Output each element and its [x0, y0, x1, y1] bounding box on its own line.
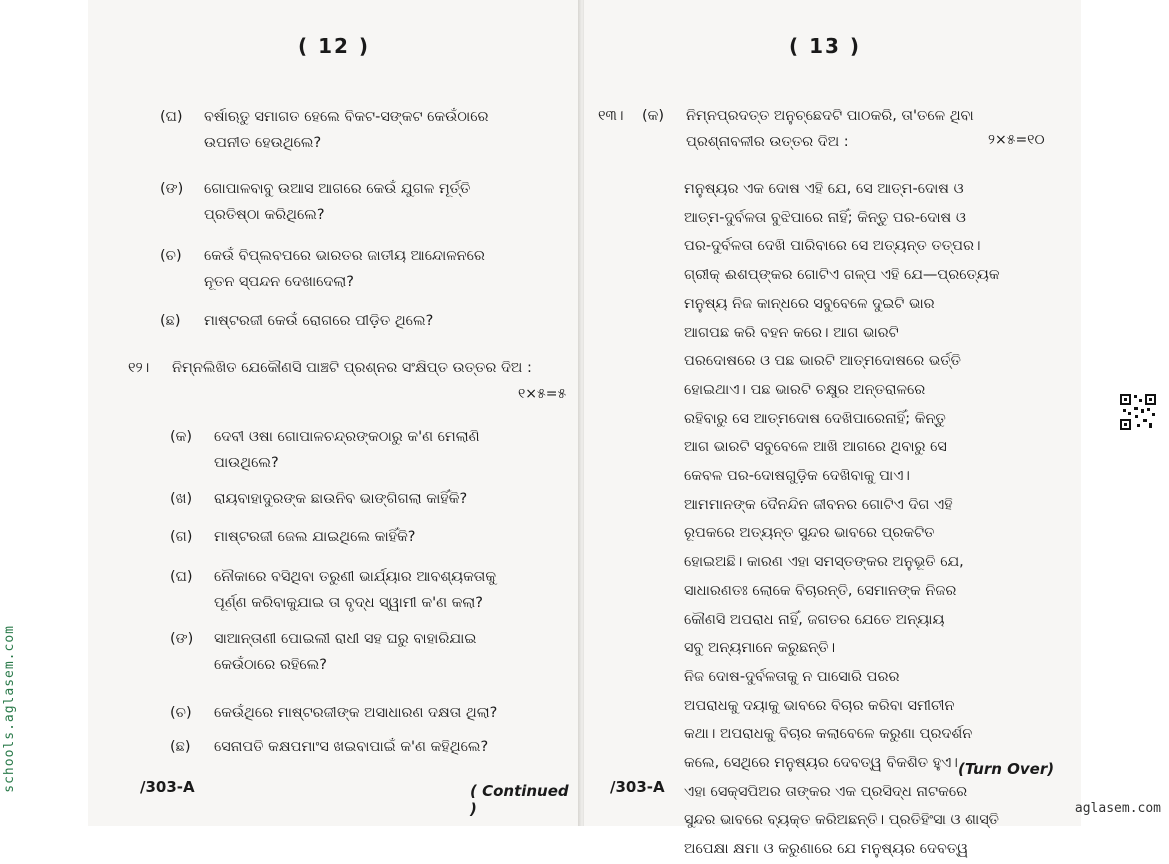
question-item: (ଙ) ଗୋପାଳବାବୁ ଉଆସ ଆଗରେ କେଉଁ ଯୁଗଳ ମୂର୍ତ୍ତି ପ୍ରତିଷ୍ଠା କରିଥିଲେ?	[160, 181, 471, 223]
question-12-marks: ୧×୫=୫	[518, 386, 567, 402]
question-item: (ଚ) କେଉଁ ବିପ୍ଲବପରେ ଭାରତର ଜାତୀୟ ଆନ୍ଦୋଳନରେ ନୂତନ ସ୍ପନ୍ଦନ ଦେଖାଦେଲା?	[160, 248, 485, 290]
sub-question-item: (ଗ) ମାଷ୍ଟରଜୀ ଜେଲ ଯାଇଥିଲେ କାହିଁକି?	[170, 529, 416, 545]
question-item: (ଛ) ମାଷ୍ଟରଜୀ କେଉଁ ରୋଗରେ ପୀଡ଼ିତ ଥିଲେ?	[160, 313, 434, 329]
right-page	[584, 0, 1081, 858]
turn-over-note: (Turn Over)	[958, 760, 1055, 778]
sub-question-item: (ଙ) ସାଆନ୍ତାଣୀ ପୋଇଲୀ ରାଧୀ ସହ ଘରୁ ବାହାରିଯାଇ କେଉଁଠାରେ ରହିଲେ?	[170, 631, 477, 673]
left-page	[88, 0, 580, 826]
passage: ମନୁଷ୍ୟର ଏକ ଦୋଷ ଏହି ଯେ, ସେ ଆତ୍ମ-ଦୋଷ ଓ ଆତ୍ମ-ଦୁର୍ବଳତା ବୁଝିପାରେ ନାହିଁ; କିନ୍ତୁ ପର-ଦୋଷ ଓ ପର-ଦୁର୍ବଳତା ଦେଖି ପାରିବାରେ ସେ ଅତ୍ୟନ୍ତ ତତ୍ପର। ଗ୍ରୀକ୍ ଈଶପ୍‌ଙ୍କର ଗୋଟିଏ ଗଳ୍ପ ଏହି ଯେ—ପ୍ରତ୍ୟେକ ମନୁଷ୍ୟ ନିଜ କାନ୍ଧରେ ସବୁବେଳେ ଦୁଇଟି ଭାର ଆଗପଛ କରି ବହନ କରେ। ଆଗ ଭାରଟି ପରଦୋଷରେ ଓ ପଛ ଭାରଟି ଆତ୍ମଦୋଷରେ ଭର୍ତ୍ତି ହୋଇଥାଏ। ପଛ ଭାରଟି ଚକ୍ଷୁର ଅନ୍ତରାଳରେ ରହିବାରୁ ସେ ଆତ୍ମଦୋଷ ଦେଖିପାରେନାହିଁ; କିନ୍ତୁ ଆଗ ଭାରଟି ସବୁବେଳେ ଆଖି ଆଗରେ ଥିବାରୁ ସେ କେବଳ ପର-ଦୋଷଗୁଡ଼ିକ ଦେଖିବାକୁ ପାଏ। ଆମମାନଙ୍କ ଦୈନନ୍ଦିନ ଜୀବନର ଗୋଟିଏ ଦିଗ ଏହି ରୂପକରେ ଅତ୍ୟନ୍ତ ସୁନ୍ଦର ଭାବରେ ପ୍ରକଟିତ ହୋଇଅଛି। କାରଣ ଏହା ସମସ୍ତଙ୍କର ଅନୁଭୂତି ଯେ, ସାଧାରଣତଃ ଲୋକେ ବିଚାରନ୍ତି, ସେମାନଙ୍କ ନିଜର କୌଣସି ଅପରାଧ ନାହିଁ, ଜଗତର ଯେତେ ଅନ୍ୟାୟ ସବୁ ଅନ୍ୟମାନେ କରୁଛନ୍ତି। ନିଜ ଦୋଷ-ଦୁର୍ବଳତାକୁ ନ ପାସୋରି ପରର ଅପରାଧକୁ ଦୟାକୁ ଭାବରେ ବିଚାର କରିବା ସମୀଚୀନ କଥା। ଅପରାଧକୁ ବିଚାର କଲାବେଳେ କରୁଣା ପ୍ରଦର୍ଶନ କଲେ, ସେଥିରେ ମନୁଷ୍ୟର ଦେବତ୍ୱ ବିକଶିତ ହୁଏ। ଏହା ସେକ୍ସପିଅର ତାଙ୍କର ଏକ ପ୍ରସିଦ୍ଧ ନାଟକରେ ସୁନ୍ଦର ଭାବରେ ବ୍ୟକ୍ତ କରିଅଛନ୍ତି। ପ୍ରତିହିଂସା ଓ ଶାସ୍ତି ଅପେକ୍ଷା କ୍ଷମା ଓ କରୁଣାରେ ଯେ ମନୁଷ୍ୟର ଦେବତ୍ୱ	[684, 181, 1000, 858]
left-page-number: ( 12 )	[298, 34, 371, 58]
sub-question-item: (ଛ) ସେନାପତି କକ୍ଷପମାଂସ ଖଇବାପାଇଁ କ'ଣ କହିଥିଲେ?	[170, 739, 489, 755]
watermark-text: aglasem.com	[1074, 801, 1161, 816]
right-page-number: ( 13 )	[789, 34, 862, 58]
question-13-marks: ୨×୫=୧୦	[988, 132, 1045, 148]
right-footer-code: /303-A	[610, 778, 665, 796]
left-footer-code: /303-A	[140, 778, 195, 796]
sub-question-item: (କ) ଦେବୀ ଓଷା ଗୋପାଳଚନ୍ଦ୍ରଙ୍କଠାରୁ କ'ଣ ମେଲାଣି ପାଉଥିଲେ?	[170, 429, 480, 471]
question-item: (ଘ) ବର୍ଷାଋତୁ ସମାଗତ ହେଲେ ବିକଟ-ସଙ୍କଟ କେଉଁଠାରେ ଉପନୀତ ହେଉଥିଲେ?	[160, 109, 489, 151]
qr-code-icon[interactable]	[1119, 393, 1157, 431]
question-12-heading: ୧୨। ନିମ୍ନଲିଖିତ ଯେକୌଣସି ପାଞ୍ଚଟି ପ୍ରଶ୍ନର ସଂକ୍ଷିପ୍ତ ଉତ୍ତର ଦିଅ :	[128, 360, 532, 376]
sub-question-item: (ଚ) କେଉଁଥିରେ ମାଷ୍ଟରଜୀଙ୍କ ଅସାଧାରଣ ଦକ୍ଷତା ଥିଲା?	[170, 705, 498, 721]
side-url-link[interactable]: schools.aglasem.com	[2, 625, 17, 793]
continued-note: ( Continued )	[470, 782, 569, 818]
question-13-heading: ୧୩। (କ) ନିମ୍ନପ୍ରଦତ୍ତ ଅନୁଚ୍ଛେଦଟି ପାଠକରି, ତା'ତଳେ ଥିବା ପ୍ରଶ୍ନାବଳୀର ଉତ୍ତର ଦିଅ :	[598, 108, 974, 150]
sub-question-item: (ଘ) ନୌକାରେ ବସିଥିବା ତରୁଣୀ ଭାର୍ଯ୍ୟାର ଆବଶ୍ୟକତାକୁ ପୂର୍ଣ୍ଣ କରିବାକୁଯାଇ ତା ବୃଦ୍ଧ ସ୍ୱାମୀ କ'ଣ କଲା?	[170, 569, 497, 611]
sub-question-item: (ଖ) ରାୟବାହାଦୁରଙ୍କ ଛାଉନିବ ଭାଙ୍ଗିଗଲା କାହିଁକି?	[170, 491, 468, 507]
